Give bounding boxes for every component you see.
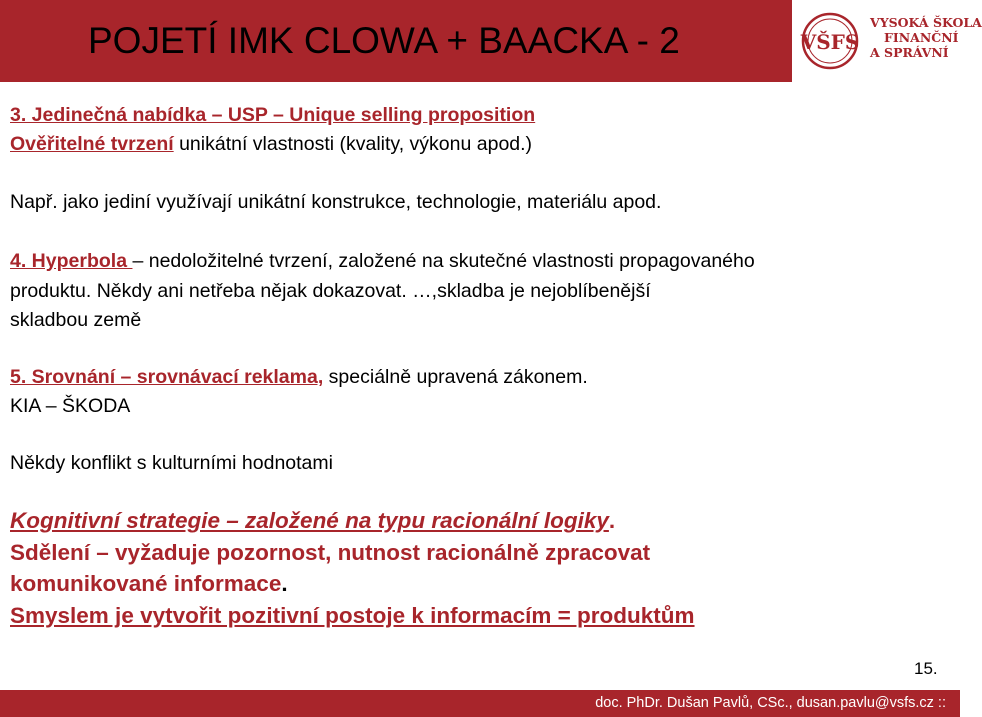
- strategy-line-2: Sdělení – vyžaduje pozornost, nutnost racionálně zpracovat: [10, 540, 651, 565]
- strategy-line-3: [10, 571, 288, 597]
- section3-definition: unikátní vlastnosti (kvality, výkonu apod.): [173, 133, 533, 155]
- logo-wordmark: [870, 15, 982, 60]
- section4-line1-rest: – nedoložitelné tvrzení, založené na skutečné vlastnosti propagovaného: [132, 250, 755, 272]
- strategy-line3-end: .: [281, 571, 288, 596]
- section4-line-3: skladbou země: [10, 309, 142, 331]
- section4-line-1: [10, 248, 755, 274]
- section5-example: KIA – ŠKODA: [10, 395, 131, 417]
- page-number: 15.: [914, 659, 938, 678]
- slide-title: POJETÍ IMK CLOWA + BAACKA - 2: [88, 20, 680, 61]
- strategy-line3-text: komunikované informace: [10, 571, 282, 596]
- conflict-note: Někdy konflikt s kulturními hodnotami: [10, 452, 333, 474]
- strategy-line1-end: .: [608, 508, 616, 533]
- logo-line-3: A SPRÁVNÍ: [870, 45, 949, 60]
- logo-line-1: VYSOKÁ ŠKOLA: [870, 15, 982, 30]
- strategy-line-4: Smyslem je vytvořit pozitivní postoje k informacím = produktům: [10, 603, 695, 628]
- strategy-line-1: [10, 508, 615, 534]
- vsfs-logo: [792, 0, 982, 82]
- strategy-term: Kognitivní strategie – založené na typu racionální logiky: [10, 508, 609, 533]
- section3-term: Ověřitelné tvrzení: [10, 133, 174, 155]
- section3-example: Např. jako jediní využívají unikátní konstrukce, technologie, materiálu apod.: [10, 191, 662, 213]
- vsfs-emblem-icon: [800, 12, 862, 72]
- section3-heading: 3. Jedinečná nabídka – USP – Unique selling proposition: [10, 104, 536, 126]
- section4-term: 4. Hyperbola: [10, 250, 133, 272]
- section5-rest: speciálně upravená zákonem.: [323, 366, 588, 388]
- section5-line-1: [10, 364, 588, 390]
- footer-bar: [0, 690, 960, 717]
- footer-author: doc. PhDr. Dušan Pavlů, CSc., dusan.pavlu@vsfs.cz ::: [595, 695, 946, 711]
- logo-monogram: VŠFS: [800, 30, 860, 54]
- section4-line-2: produktu. Někdy ani netřeba nějak dokazovat. …,skladba je nejoblíbenější: [10, 280, 651, 302]
- logo-line-2: FINANČNÍ: [884, 30, 959, 45]
- section5-term: 5. Srovnání – srovnávací reklama,: [10, 366, 324, 388]
- section3-definition-line: [10, 131, 532, 157]
- title-bar: [0, 0, 982, 82]
